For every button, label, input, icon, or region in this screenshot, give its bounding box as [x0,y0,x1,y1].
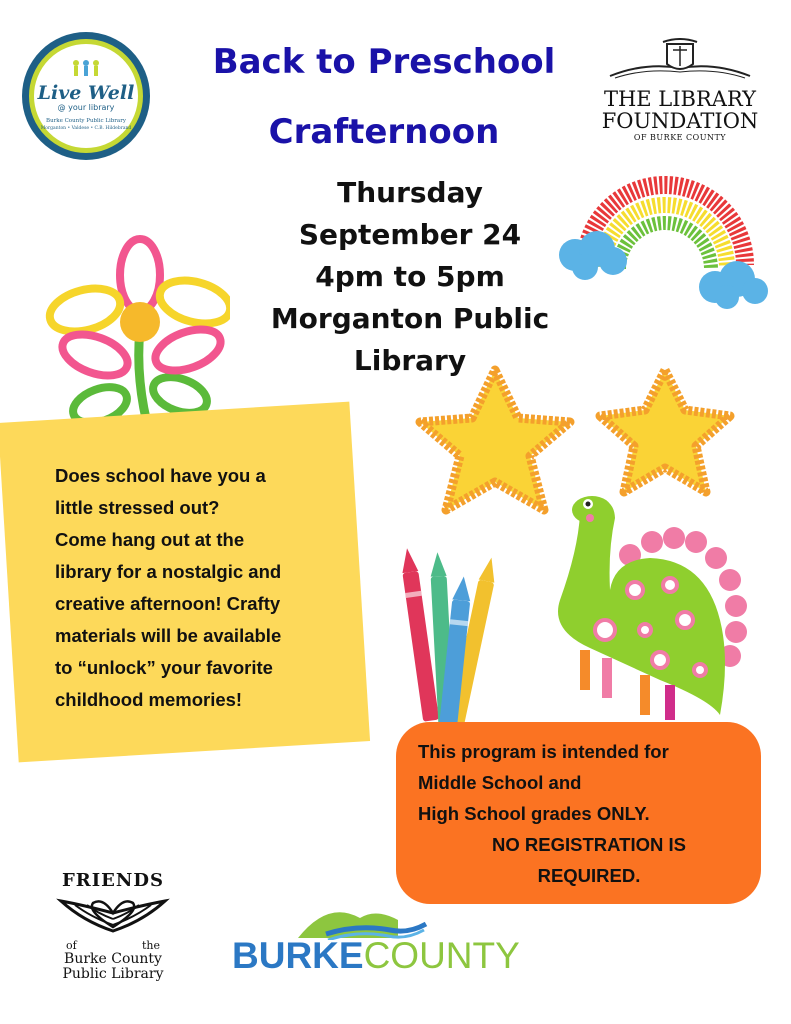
description-line: materials will be available [55,625,282,646]
event-location-2: Library [353,344,467,377]
notice-line: Middle School and [418,772,582,793]
foundation-line3: OF BURKE COUNTY [633,133,727,142]
livewell-title: Live Well [37,82,135,104]
friends-logo [48,870,178,982]
flower-icon [40,230,230,440]
livewell-library: Burke County Public Library [46,118,126,124]
rainbow-icon [555,175,775,315]
livewell-logo [22,32,150,160]
description-line: childhood memories! [55,689,243,710]
friends-title: FRIENDS [62,870,164,891]
crayons-icon [400,540,510,740]
description-line: Come hang out at the [55,529,245,550]
event-time: 4pm to 5pm [315,260,505,293]
event-date: September 24 [298,218,522,251]
event-day: Thursday [337,176,483,209]
hills-icon [298,900,428,940]
burke-county-logo [232,935,520,977]
description-line: Does school have you a [55,465,266,486]
event-details [230,172,590,382]
friends-line1: Burke County [64,951,162,967]
friends-of: of [66,939,77,952]
figures-icon [66,59,106,77]
description-line: little stressed out? [55,497,220,518]
event-location-1: Morganton Public [270,302,550,335]
description-text [55,460,355,716]
livewell-subtitle: @ your library [57,103,115,112]
foundation-line1: THE LIBRARY [603,87,756,111]
notice-text [418,736,748,891]
county-text: COUNTY [363,935,520,976]
page-subtitle: Crafternoon [268,112,500,152]
notice-line: NO REGISTRATION IS [492,834,686,855]
foundation-line2: FOUNDATION [601,109,759,133]
notice-line: This program is intended for [418,741,669,762]
page-title: Back to Preschool [212,42,556,82]
dinosaur-icon [540,480,750,730]
friends-line2: Public Library [62,966,164,982]
description-line: creative afternoon! Crafty [55,593,281,614]
description-line: library for a nostalgic and [55,561,282,582]
library-foundation-logo [600,38,760,144]
crest-icon [605,38,755,84]
livewell-branches: Morganton • Valdese • C.B. Hildebrand [40,126,132,131]
book-heart-icon [53,891,173,935]
notice-line: High School grades ONLY. [418,803,650,824]
burke-text: BURKE [232,935,364,976]
notice-line: REQUIRED. [537,865,641,886]
friends-the: the [141,939,160,952]
description-line: to “unlock” your favorite [55,657,273,678]
